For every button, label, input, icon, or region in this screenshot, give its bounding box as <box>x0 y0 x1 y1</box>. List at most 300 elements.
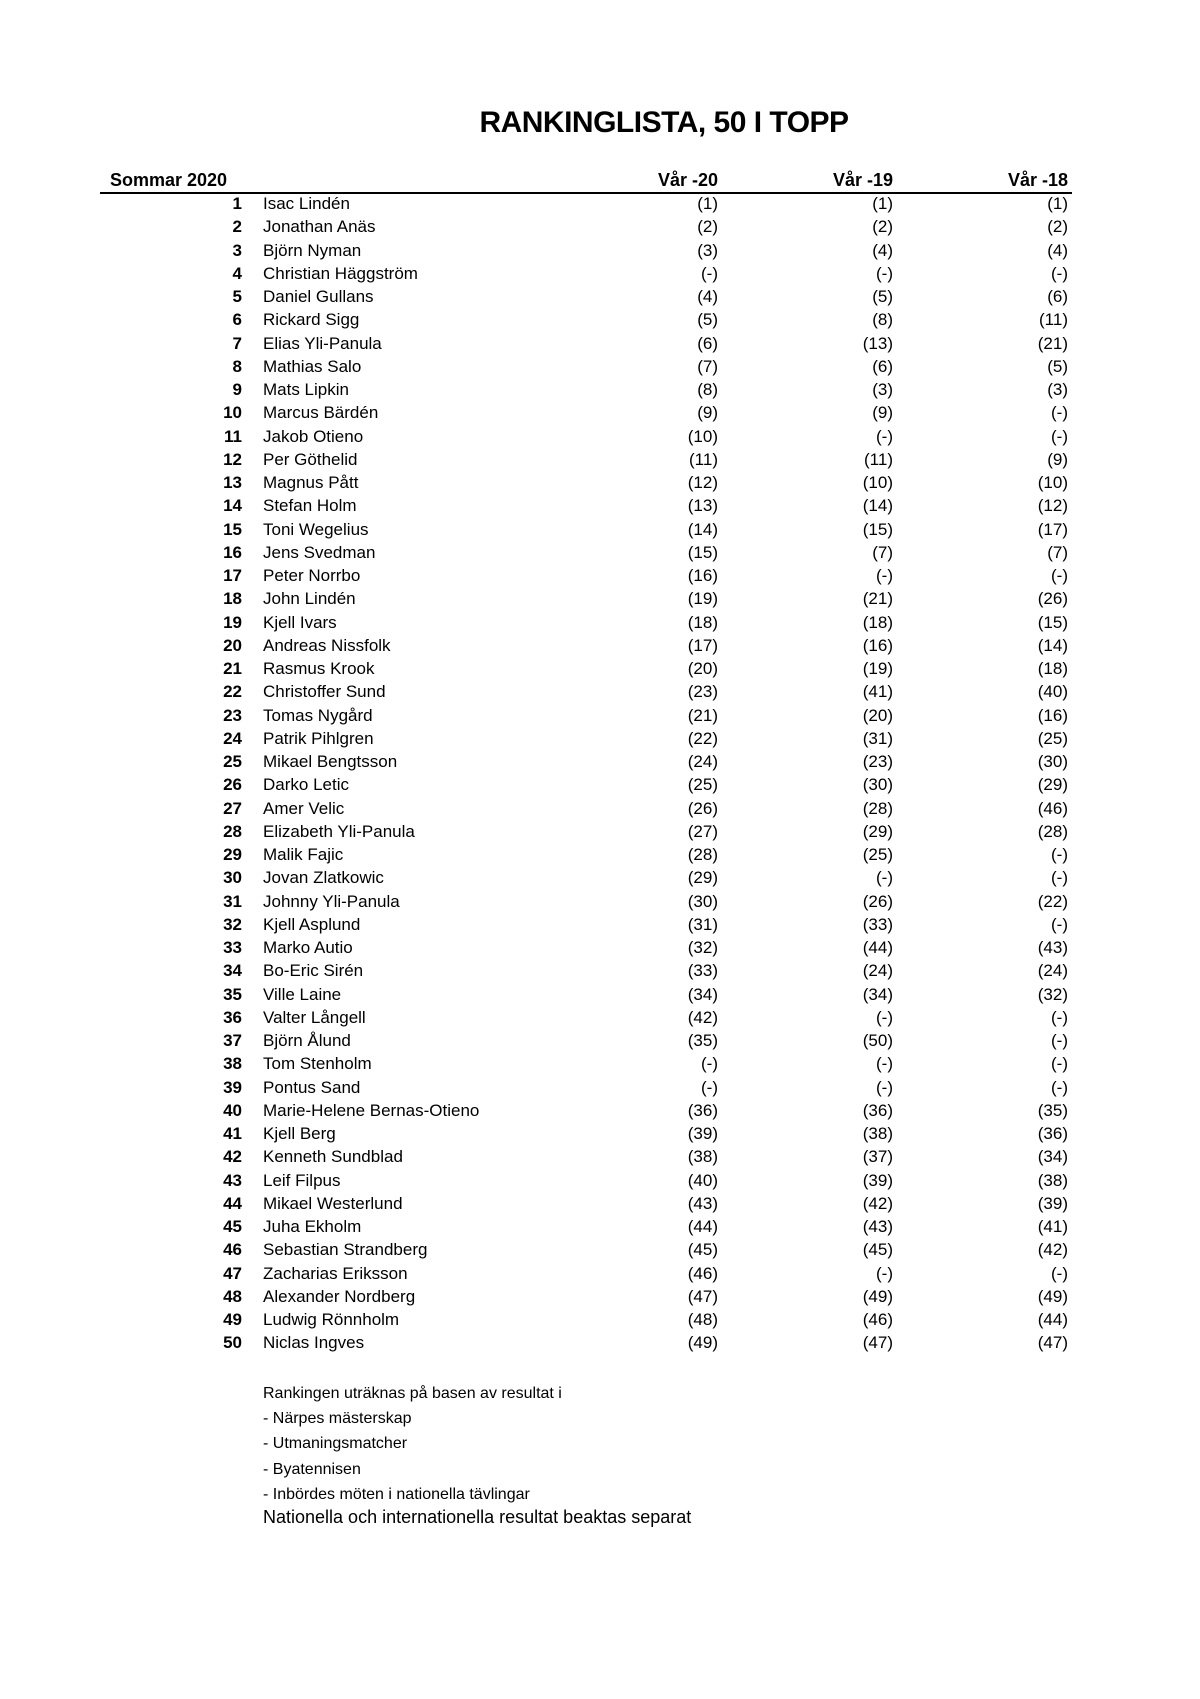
player-name: Johnny Yli-Panula <box>263 891 400 911</box>
rank-cell: 44 <box>223 1193 242 1213</box>
player-name: Andreas Nissfolk <box>263 635 391 655</box>
table-row <box>100 1192 1072 1215</box>
var18-cell: (-) <box>1051 868 1068 888</box>
var20-cell: (9) <box>697 403 718 423</box>
var18-cell: (-) <box>1051 1007 1068 1027</box>
rank-cell: 19 <box>223 612 242 632</box>
rank-cell: 48 <box>223 1286 242 1306</box>
rank-cell: 10 <box>223 403 242 423</box>
player-name: Mathias Salo <box>263 356 362 376</box>
var20-cell: (28) <box>687 845 718 864</box>
var19-cell: (31) <box>862 728 893 748</box>
var20-cell: (31) <box>687 914 718 934</box>
var19-cell: (50) <box>862 1031 893 1050</box>
rank-cell: 39 <box>223 1077 242 1097</box>
var20-cell: (45) <box>687 1240 718 1260</box>
var18-cell: (22) <box>1037 891 1068 911</box>
rank-cell: 33 <box>223 938 242 957</box>
var19-cell: (14) <box>862 496 893 516</box>
table-row <box>100 727 1072 750</box>
player-name: Ludwig Rönnholm <box>263 1310 400 1329</box>
var19-cell: (46) <box>862 1310 893 1329</box>
table-row <box>100 587 1072 610</box>
var18-cell: (24) <box>1037 961 1068 981</box>
var18-cell: (35) <box>1037 1100 1068 1120</box>
table-row <box>100 355 1072 378</box>
var18-cell: (18) <box>1037 659 1068 678</box>
page-title: RANKINGLISTA, 50 I TOPP <box>479 106 849 139</box>
var18-cell: (3) <box>1047 380 1068 399</box>
player-name: Juha Ekholm <box>263 1217 362 1236</box>
var20-cell: (17) <box>687 635 718 655</box>
var19-cell: (3) <box>872 380 893 399</box>
table-row <box>100 239 1072 262</box>
var20-cell: (12) <box>687 473 718 492</box>
player-name: Jonathan Anäs <box>263 217 376 237</box>
var20-cell: (15) <box>687 542 718 562</box>
rank-cell: 25 <box>223 752 242 771</box>
rank-cell: 49 <box>223 1310 242 1329</box>
var19-cell: (6) <box>872 356 893 376</box>
var18-cell: (41) <box>1037 1217 1068 1236</box>
var18-cell: (25) <box>1037 728 1068 748</box>
table-row <box>100 215 1072 238</box>
rank-cell: 45 <box>223 1217 242 1236</box>
player-name: Christian Häggström <box>263 263 418 283</box>
var20-cell: (32) <box>687 938 718 957</box>
var19-cell: (1) <box>872 194 893 213</box>
notes-final: Nationella och internationella resultat beaktas separat <box>263 1507 692 1527</box>
rank-cell: 46 <box>223 1240 242 1260</box>
notes-item: - Byatennisen <box>263 1460 361 1478</box>
var18-cell: (32) <box>1037 984 1068 1004</box>
var19-cell: (30) <box>862 775 893 795</box>
rank-cell: 36 <box>223 1007 242 1027</box>
rank-cell: 20 <box>223 635 242 655</box>
var18-cell: (-) <box>1051 1054 1068 1074</box>
rank-cell: 9 <box>232 380 242 399</box>
var20-cell: (11) <box>689 449 718 469</box>
var20-cell: (27) <box>687 821 718 841</box>
table-row <box>100 750 1072 773</box>
var18-cell: (43) <box>1037 938 1068 957</box>
var18-cell: (9) <box>1047 449 1068 469</box>
player-name: Stefan Holm <box>263 496 357 516</box>
rank-cell: 6 <box>232 310 242 330</box>
player-name: Björn Nyman <box>263 240 362 260</box>
table-row <box>100 890 1072 913</box>
rank-cell: 47 <box>223 1263 242 1283</box>
var19-cell: (33) <box>862 914 893 934</box>
player-name: Toni Wegelius <box>263 519 369 539</box>
var18-cell: (-) <box>1051 1263 1068 1283</box>
var19-cell: (25) <box>862 845 893 864</box>
var18-cell: (-) <box>1051 1031 1068 1050</box>
rank-cell: 41 <box>223 1124 242 1143</box>
var20-cell: (10) <box>687 426 718 446</box>
player-name: Magnus Pått <box>263 473 359 492</box>
var18-cell: (38) <box>1037 1170 1068 1190</box>
var18-cell: (49) <box>1037 1286 1068 1306</box>
notes <box>263 1381 562 1507</box>
var19-cell: (34) <box>862 984 893 1004</box>
table-row <box>100 1006 1072 1029</box>
var18-cell: (-) <box>1051 845 1068 864</box>
table-row <box>100 1099 1072 1122</box>
var18-cell: (26) <box>1037 589 1068 609</box>
var19-cell: (45) <box>862 1240 893 1260</box>
table-row <box>100 866 1072 889</box>
table-row <box>100 518 1072 541</box>
player-name: Mikael Westerlund <box>263 1193 403 1213</box>
var19-cell: (7) <box>872 542 893 562</box>
table-row <box>100 401 1072 424</box>
ranking-table <box>100 192 1072 1355</box>
rank-cell: 40 <box>223 1100 242 1120</box>
player-name: Niclas Ingves <box>263 1333 365 1353</box>
table-row <box>100 983 1072 1006</box>
var19-cell: (11) <box>864 449 893 469</box>
var20-cell: (6) <box>697 333 718 353</box>
var19-cell: (42) <box>862 1193 893 1213</box>
table-row <box>100 1029 1072 1052</box>
var18-cell: (10) <box>1037 473 1068 492</box>
var19-cell: (23) <box>862 752 893 771</box>
var20-cell: (20) <box>687 659 718 678</box>
var20-cell: (4) <box>697 287 718 306</box>
player-name: Tomas Nygård <box>263 705 373 725</box>
rank-cell: 27 <box>223 798 242 818</box>
var18-cell: (6) <box>1047 287 1068 306</box>
player-name: Zacharias Eriksson <box>263 1263 408 1283</box>
var20-cell: (26) <box>687 798 718 818</box>
rank-cell: 14 <box>223 496 242 516</box>
table-row <box>100 1331 1072 1354</box>
var18-cell: (-) <box>1051 914 1068 934</box>
player-name: Alexander Nordberg <box>263 1286 416 1306</box>
table-row <box>100 1052 1072 1075</box>
rank-cell: 30 <box>223 868 242 888</box>
table-row <box>100 611 1072 634</box>
var20-cell: (19) <box>687 589 718 609</box>
table-row <box>100 332 1072 355</box>
player-name: Patrik Pihlgren <box>263 728 374 748</box>
rank-cell: 2 <box>232 217 242 237</box>
var19-cell: (26) <box>862 891 893 911</box>
rank-cell: 35 <box>223 984 242 1004</box>
var18-cell: (5) <box>1047 356 1068 376</box>
player-name: Jakob Otieno <box>263 426 364 446</box>
var18-cell: (1) <box>1047 194 1068 213</box>
var19-cell: (13) <box>862 333 893 353</box>
player-name: Pontus Sand <box>263 1077 361 1097</box>
var19-cell: (15) <box>862 519 893 539</box>
player-name: Mikael Bengtsson <box>263 752 398 771</box>
var19-cell: (43) <box>862 1217 893 1236</box>
player-name: Jens Svedman <box>263 542 376 562</box>
var19-cell: (19) <box>862 659 893 678</box>
player-name: Mats Lipkin <box>263 380 349 399</box>
var20-cell: (21) <box>687 705 718 725</box>
var18-cell: (12) <box>1037 496 1068 516</box>
var19-cell: (16) <box>862 635 893 655</box>
rank-cell: 17 <box>223 566 242 585</box>
player-name: Darko Letic <box>263 775 349 795</box>
var20-cell: (47) <box>687 1286 718 1306</box>
var19-cell: (38) <box>862 1124 893 1143</box>
var18-cell: (29) <box>1037 775 1068 795</box>
player-name: Sebastian Strandberg <box>263 1240 428 1260</box>
var18-cell: (42) <box>1037 1240 1068 1260</box>
table-row <box>100 1145 1072 1168</box>
table-row <box>100 634 1072 657</box>
table-row <box>100 1262 1072 1285</box>
var19-cell: (-) <box>876 1007 893 1027</box>
player-name: Marcus Bärdén <box>263 403 379 423</box>
var18-cell: (-) <box>1051 566 1068 585</box>
var19-cell: (29) <box>862 821 893 841</box>
var19-cell: (-) <box>876 566 893 585</box>
player-name: Jovan Zlatkowic <box>263 868 384 888</box>
table-row <box>100 285 1072 308</box>
player-name: Per Göthelid <box>263 449 358 469</box>
rank-cell: 34 <box>223 961 242 981</box>
player-name: Kenneth Sundblad <box>263 1147 403 1167</box>
var20-cell: (18) <box>687 612 718 632</box>
table-row <box>100 308 1072 331</box>
rank-cell: 28 <box>223 821 242 841</box>
var19-cell: (-) <box>876 1263 893 1283</box>
var18-cell: (-) <box>1051 426 1068 446</box>
var19-cell: (10) <box>862 473 893 492</box>
rank-cell: 24 <box>223 728 242 748</box>
var19-cell: (39) <box>862 1170 893 1190</box>
rank-cell: 37 <box>223 1031 242 1050</box>
rank-cell: 50 <box>223 1333 242 1353</box>
var20-cell: (7) <box>697 356 718 376</box>
var19-cell: (36) <box>862 1100 893 1120</box>
player-name: Tom Stenholm <box>263 1054 372 1074</box>
var18-cell: (11) <box>1039 310 1068 330</box>
var18-cell: (7) <box>1047 542 1068 562</box>
table-header <box>100 170 1072 194</box>
player-name: Rasmus Krook <box>263 659 375 678</box>
var20-cell: (3) <box>697 240 718 260</box>
var18-cell: (21) <box>1037 333 1068 353</box>
var20-cell: (46) <box>687 1263 718 1283</box>
player-name: Valter Långell <box>263 1007 366 1027</box>
var19-cell: (24) <box>862 961 893 981</box>
var18-cell: (17) <box>1037 519 1068 539</box>
var20-cell: (13) <box>687 496 718 516</box>
var19-cell: (-) <box>876 426 893 446</box>
var20-cell: (-) <box>701 1054 718 1074</box>
var18-cell: (36) <box>1037 1124 1068 1143</box>
table-row <box>100 471 1072 494</box>
player-name: Malik Fajic <box>263 845 344 864</box>
var20-cell: (40) <box>687 1170 718 1190</box>
player-name: Rickard Sigg <box>263 310 360 330</box>
var18-cell: (16) <box>1037 705 1068 725</box>
var18-cell: (-) <box>1051 263 1068 283</box>
var20-cell: (1) <box>697 194 718 213</box>
season-header: Sommar 2020 <box>110 170 228 190</box>
var20-cell: (-) <box>701 263 718 283</box>
var20-cell: (30) <box>687 891 718 911</box>
table-row <box>100 773 1072 796</box>
var19-cell: (28) <box>862 798 893 818</box>
rank-cell: 13 <box>223 473 242 492</box>
player-name: Isac Lindén <box>263 194 350 213</box>
rank-cell: 23 <box>223 705 242 725</box>
var19-cell: (9) <box>872 403 893 423</box>
table-row <box>100 1169 1072 1192</box>
var20-cell: (8) <box>697 380 718 399</box>
var20-cell: (24) <box>687 752 718 771</box>
player-name: Kjell Ivars <box>263 612 337 632</box>
var20-cell: (23) <box>687 682 718 702</box>
var19-cell: (-) <box>876 263 893 283</box>
var20-cell: (42) <box>687 1007 718 1027</box>
var20-cell: (16) <box>687 566 718 585</box>
player-name: Marko Autio <box>263 938 353 957</box>
var18-cell: (2) <box>1047 217 1068 237</box>
var19-cell: (18) <box>862 612 893 632</box>
rank-cell: 3 <box>232 240 242 260</box>
table-row <box>100 564 1072 587</box>
table-row <box>100 704 1072 727</box>
player-name: Marie-Helene Bernas-Otieno <box>263 1100 480 1120</box>
var20-cell: (44) <box>687 1217 718 1236</box>
rank-cell: 26 <box>223 775 242 795</box>
rank-cell: 16 <box>223 542 242 562</box>
rank-cell: 38 <box>223 1054 242 1074</box>
var18-cell: (46) <box>1037 798 1068 818</box>
table-row <box>100 541 1072 564</box>
var18-cell: (28) <box>1037 821 1068 841</box>
var19-cell: (21) <box>862 589 893 609</box>
table-row <box>100 1308 1072 1331</box>
rank-cell: 21 <box>223 659 242 678</box>
rank-cell: 31 <box>223 891 242 911</box>
var20-cell: (48) <box>687 1310 718 1329</box>
table-row <box>100 936 1072 959</box>
var19-cell: (-) <box>876 1054 893 1074</box>
var20-cell: (49) <box>687 1333 718 1353</box>
table-row <box>100 494 1072 517</box>
player-name: Daniel Gullans <box>263 287 374 306</box>
player-name: Ville Laine <box>263 984 342 1004</box>
player-name: Amer Velic <box>263 798 345 818</box>
var18-cell: (47) <box>1037 1333 1068 1353</box>
var20-cell: (-) <box>701 1077 718 1097</box>
column-header-var18: Vår -18 <box>1007 170 1068 190</box>
var19-cell: (-) <box>876 1077 893 1097</box>
var19-cell: (37) <box>862 1147 893 1167</box>
player-name: John Lindén <box>263 589 356 609</box>
player-name: Peter Norrbo <box>263 566 361 585</box>
rank-cell: 43 <box>223 1170 242 1190</box>
column-header-var20: Vår -20 <box>657 170 718 190</box>
table-row <box>100 1076 1072 1099</box>
table-row <box>100 1215 1072 1238</box>
var19-cell: (2) <box>872 217 893 237</box>
var20-cell: (34) <box>687 984 718 1004</box>
table-row <box>100 913 1072 936</box>
var20-cell: (36) <box>687 1100 718 1120</box>
var19-cell: (49) <box>862 1286 893 1306</box>
var20-cell: (38) <box>687 1147 718 1167</box>
rank-cell: 15 <box>223 519 242 539</box>
table-row <box>100 378 1072 401</box>
rank-cell: 18 <box>223 589 242 609</box>
player-name: Kjell Asplund <box>263 914 361 934</box>
rank-cell: 7 <box>232 333 242 353</box>
rank-cell: 42 <box>223 1147 242 1167</box>
var19-cell: (8) <box>872 310 893 330</box>
rank-cell: 11 <box>224 426 242 446</box>
table-row <box>100 797 1072 820</box>
player-name: Leif Filpus <box>263 1170 341 1190</box>
var20-cell: (29) <box>687 868 718 888</box>
var19-cell: (44) <box>862 938 893 957</box>
var19-cell: (20) <box>862 705 893 725</box>
rank-cell: 4 <box>232 263 242 283</box>
var18-cell: (4) <box>1047 240 1068 260</box>
var20-cell: (22) <box>687 728 718 748</box>
table-row <box>100 1122 1072 1145</box>
var20-cell: (5) <box>697 310 718 330</box>
var18-cell: (15) <box>1037 612 1068 632</box>
var19-cell: (5) <box>872 287 893 306</box>
table-row <box>100 657 1072 680</box>
notes-item: - Närpes mästerskap <box>263 1410 412 1428</box>
player-name: Bo-Eric Sirén <box>263 961 364 981</box>
rank-cell: 29 <box>223 845 242 864</box>
player-name: Elias Yli-Panula <box>263 333 382 353</box>
var18-cell: (44) <box>1037 1310 1068 1329</box>
var18-cell: (-) <box>1051 403 1068 423</box>
player-name: Elizabeth Yli-Panula <box>263 821 415 841</box>
table-row <box>100 448 1072 471</box>
column-header-var19: Vår -19 <box>832 170 893 190</box>
notes-item: - Utmaningsmatcher <box>263 1435 408 1453</box>
table-row <box>100 192 1072 215</box>
var18-cell: (34) <box>1037 1147 1068 1167</box>
var19-cell: (-) <box>876 868 893 888</box>
var20-cell: (14) <box>687 519 718 539</box>
var19-cell: (47) <box>862 1333 893 1353</box>
var20-cell: (39) <box>687 1124 718 1143</box>
player-name: Christoffer Sund <box>263 682 386 702</box>
table-row <box>100 425 1072 448</box>
var20-cell: (35) <box>687 1031 718 1050</box>
var20-cell: (43) <box>687 1193 718 1213</box>
var18-cell: (14) <box>1037 635 1068 655</box>
rank-cell: 32 <box>223 914 242 934</box>
var20-cell: (33) <box>687 961 718 981</box>
var19-cell: (4) <box>872 240 893 260</box>
table-row <box>100 262 1072 285</box>
var20-cell: (2) <box>697 217 718 237</box>
table-row <box>100 820 1072 843</box>
var19-cell: (41) <box>862 682 893 702</box>
table-row <box>100 843 1072 866</box>
rank-cell: 5 <box>232 287 242 306</box>
rank-cell: 22 <box>223 682 242 702</box>
table-row <box>100 680 1072 703</box>
rank-cell: 8 <box>232 356 242 376</box>
